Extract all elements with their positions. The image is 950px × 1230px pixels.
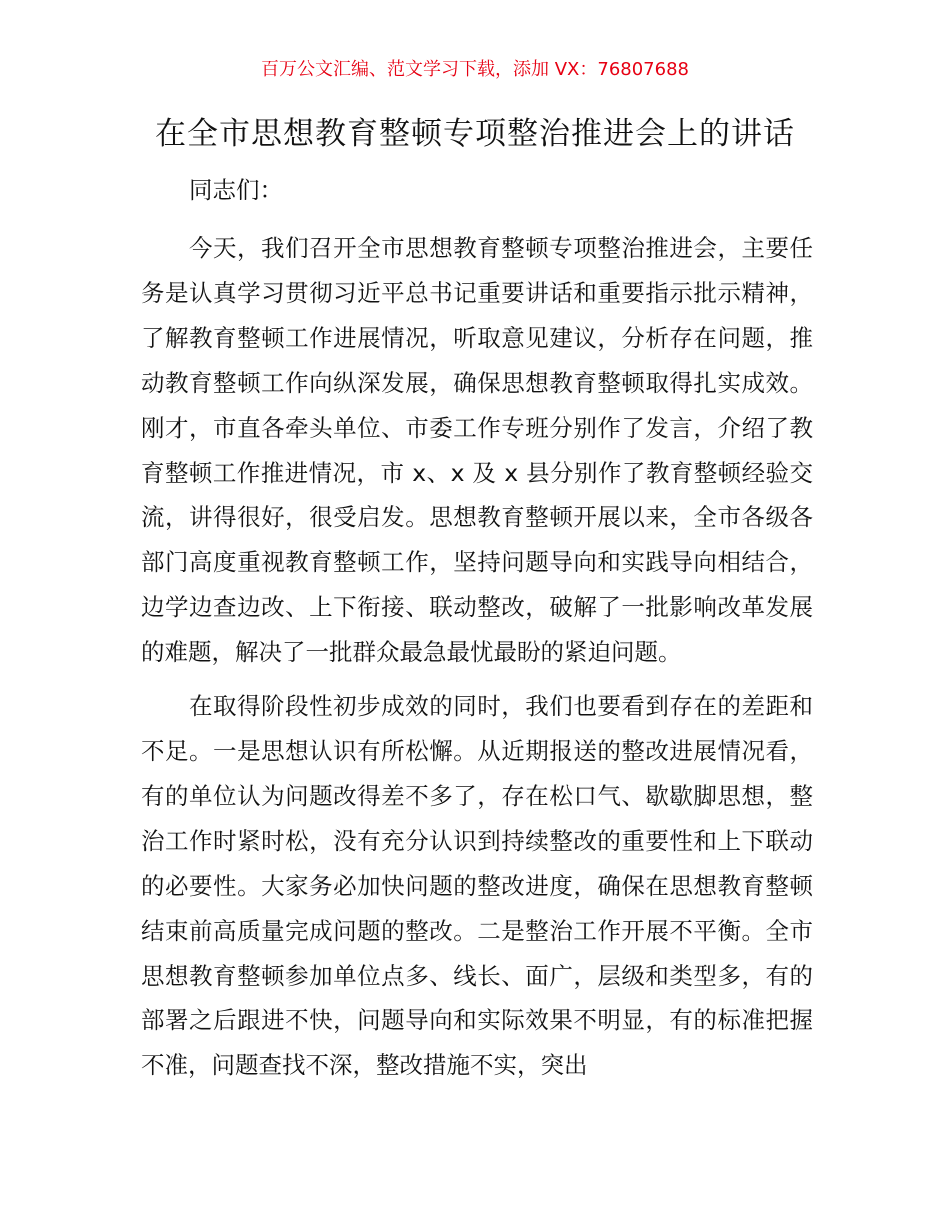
salutation: 同志们： — [189, 176, 283, 204]
document-body — [141, 168, 813, 1088]
paragraph-2: 在取得阶段性初步成效的同时，我们也要看到存在的差距和不足。一是思想认识有所松懈。从近期报送的整改进展情况看，有的单位认为问题改得差不多了，存在松口气、歇歇脚思想，整治工作时紧时松，没有充分认识到持续整改的重要性和上下联动的必要性。大家务必加快问题的整改进度，确保在思想教育整顿结束前高质量完成问题的整改。二是整治工作开展不平衡。全市思想教育整顿参加单位点多、线长、面广，层级和类型多，有的部署之后跟进不快，问题导向和实际效果不明显，有的标准把握不准，问题查找不深，整改措施不实，突出 — [141, 692, 813, 1080]
document-title: 在全市思想教育整顿专项整治推进会上的讲话 — [155, 116, 795, 152]
paragraph-1: 今天，我们召开全市思想教育整顿专项整治推进会，主要任务是认真学习贯彻习近平总书记重要讲话和重要指示批示精神，了解教育整顿工作进展情况，听取意见建议，分析存在问题，推动教育整顿工作向纵深发展，确保思想教育整顿取得扎实成效。刚才，市直各牵头单位、市委工作专班分别作了发言，介绍了教育整顿工作推进情况，市 x、x 及 x 县分别作了教育整顿经验交流，讲得很好，很受启发。思想教育整顿开展以来，全市各级各部门高度重视教育整顿工作，坚持问题导向和实践导向相结合，边学边查边改、上下衔接、联动整改，破解了一批影响改革发展的难题，解决了一批群众最急最忧最盼的紧迫问题。 — [141, 234, 813, 667]
header-watermark-note: 百万公文汇编、范文学习下载，添加 VX：76807688 — [261, 59, 689, 80]
